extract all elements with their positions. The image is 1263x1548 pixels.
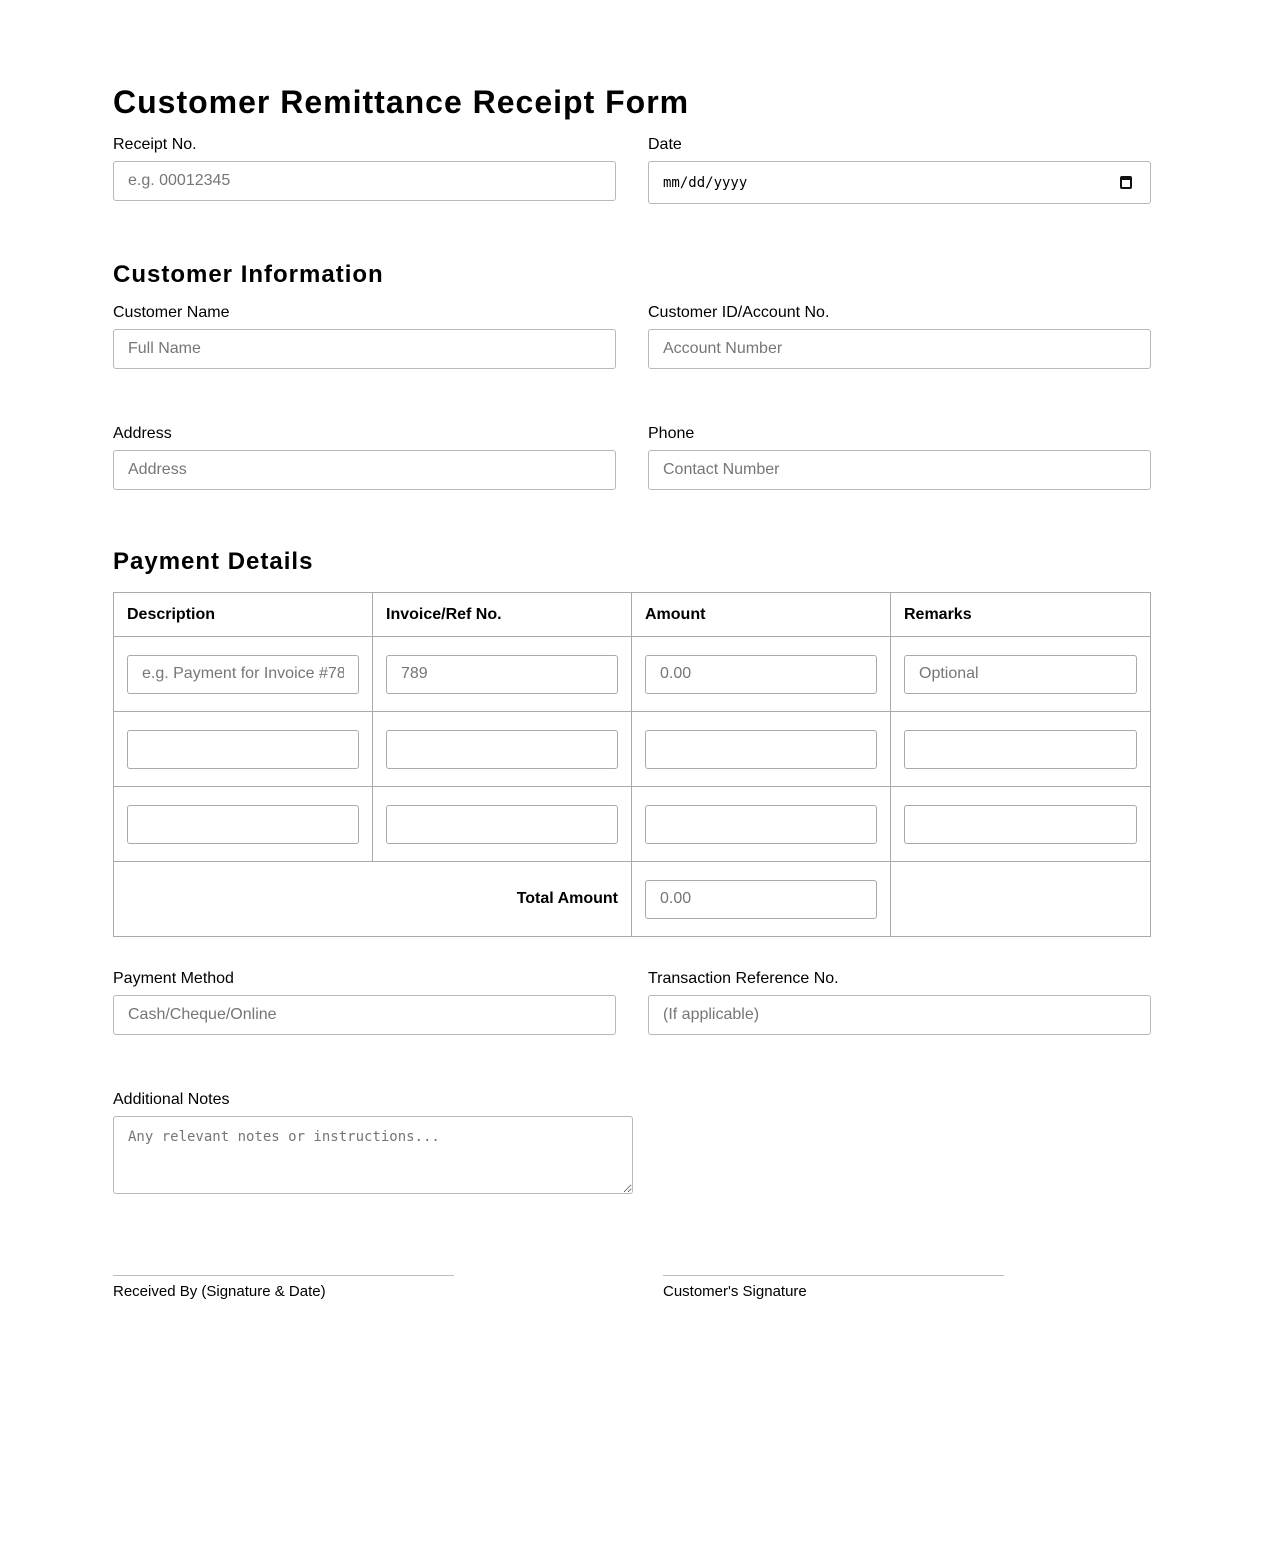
table-row: [114, 712, 1151, 787]
invoice-input[interactable]: [386, 730, 618, 769]
address-field: [113, 425, 616, 490]
payment-method-field: [113, 970, 616, 1035]
page-title: Customer Remittance Receipt Form: [113, 84, 690, 120]
customer-name-input[interactable]: [113, 329, 616, 369]
account-no-input[interactable]: [648, 329, 1151, 369]
notes-field: [113, 1091, 633, 1194]
receipt-no-field: [113, 136, 616, 201]
received-by-line: [113, 1275, 454, 1276]
transaction-ref-field: [648, 970, 1151, 1035]
column-header-description: Description: [114, 593, 373, 637]
date-field: [648, 136, 1151, 204]
payment-method-label: Payment Method: [113, 970, 234, 987]
received-by-signature: [113, 1275, 454, 1301]
phone-field: [648, 425, 1151, 490]
phone-input[interactable]: [648, 450, 1151, 490]
notes-label: Additional Notes: [113, 1091, 230, 1108]
calendar-icon[interactable]: [1120, 176, 1132, 189]
table-row: [114, 787, 1151, 862]
payment-table: [113, 592, 1151, 937]
transaction-ref-input[interactable]: [648, 995, 1151, 1035]
remarks-input[interactable]: [904, 730, 1137, 769]
column-header-amount: Amount: [632, 593, 891, 637]
column-header-invoice: Invoice/Ref No.: [373, 593, 632, 637]
amount-input[interactable]: [645, 730, 877, 769]
account-no-label: Customer ID/Account No.: [648, 304, 830, 321]
amount-input[interactable]: [645, 655, 877, 694]
transaction-ref-label: Transaction Reference No.: [648, 970, 839, 987]
payment-table-header: [114, 593, 1151, 637]
payment-method-input[interactable]: [113, 995, 616, 1035]
receipt-no-label: Receipt No.: [113, 136, 197, 153]
remarks-input[interactable]: [904, 655, 1137, 694]
customer-name-field: [113, 304, 616, 369]
remarks-input[interactable]: [904, 805, 1137, 844]
amount-input[interactable]: [645, 805, 877, 844]
phone-label: Phone: [648, 425, 695, 442]
payment-details-heading: Payment Details: [113, 548, 314, 575]
customer-name-label: Customer Name: [113, 304, 230, 321]
table-row: [114, 637, 1151, 712]
receipt-no-input[interactable]: [113, 161, 616, 201]
customer-signature: [663, 1275, 1004, 1301]
customer-info-heading: Customer Information: [113, 261, 384, 288]
date-placeholder: mm/dd/yyyy: [663, 174, 748, 191]
description-input[interactable]: [127, 805, 359, 844]
address-label: Address: [113, 425, 172, 442]
date-input[interactable]: [648, 161, 1151, 204]
account-no-field: [648, 304, 1151, 369]
description-input[interactable]: [127, 730, 359, 769]
total-amount-input[interactable]: [645, 880, 877, 919]
date-label: Date: [648, 136, 682, 153]
notes-textarea[interactable]: [113, 1116, 633, 1194]
invoice-input[interactable]: [386, 805, 618, 844]
total-empty-cell: [891, 862, 1151, 937]
description-input[interactable]: [127, 655, 359, 694]
customer-signature-label: Customer's Signature: [663, 1283, 807, 1300]
column-header-remarks: Remarks: [891, 593, 1151, 637]
customer-signature-line: [663, 1275, 1004, 1276]
received-by-label: Received By (Signature & Date): [113, 1283, 326, 1300]
invoice-input[interactable]: [386, 655, 618, 694]
address-input[interactable]: [113, 450, 616, 490]
total-row: [114, 862, 1151, 937]
total-amount-label: Total Amount: [114, 862, 632, 937]
